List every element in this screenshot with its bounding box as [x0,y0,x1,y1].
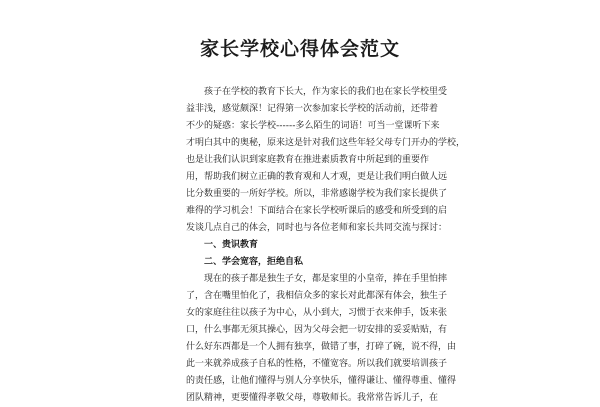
body-line: 的责任感，让他们懂得与别人分享快乐，懂得谦让、懂得尊重、懂得 [186,376,457,386]
body-line: 女的家庭往往以孩子为中心，从小到大，习惯于衣来伸手，饭来张 [186,308,448,318]
body-line: 比分数重要的一所好学校。所以，非常感谢学校为我们家长提供了 [186,189,448,199]
body-line: 团队精神，更要懂得孝敬父母，尊敬师长。我常常告诉儿子，在 [186,393,439,403]
body-line: 用，帮助我们树立正确的教育观和人才观，更是让我们明白做人远 [186,172,448,182]
document-body [186,84,466,407]
body-line: 了，含在嘴里怕化了，我相信众多的家长对此都深有体会，独生子 [186,291,448,301]
body-line: 才明白其中的奥秘，原来这是针对我们这些年轻父母专门开办的学校， [186,138,466,148]
body-line: 也是让我们认识到家庭教育在推进素质教育中所起到的重要作 [186,155,430,165]
page-title: 家长学校心得体会范文 [199,38,400,60]
body-line: 口，什么事都无须其操心，因为父母会把一切安排的妥妥贴贴，有 [186,325,448,335]
body-line: 难得的学习机会！下面结合在家长学校听课后的感受和所受到的启 [186,206,448,216]
body-line: 发谈几点自己的体会，同时也与各位老师和家长共同交流与探讨： [186,223,448,233]
body-line: 孩子在学校的教育下长大，作为家长的我们也在家长学校里受 [204,87,448,97]
body-line: 益非浅，感觉颇深！记得第一次参加家长学校的活动前，还带着 [186,104,439,114]
body-line: 不少的疑惑：家长学校------多么陌生的词语！可当一堂课听下来 [186,121,440,131]
body-line: 此一来就养成孩子自私的性格，不懂宽容。所以我们就要培训孩子 [186,359,448,369]
body-line: 现在的孩子都是独生子女，都是家里的小皇帝，捧在手里怕摔 [204,274,448,284]
body-line: 什么好东西都是一个人拥有独享，做错了事，打碎了碗，说不得，由 [186,342,457,352]
section-heading: 二、学会宽容，拒绝自私 [204,257,304,267]
section-heading: 一、贵识教育 [204,240,259,250]
